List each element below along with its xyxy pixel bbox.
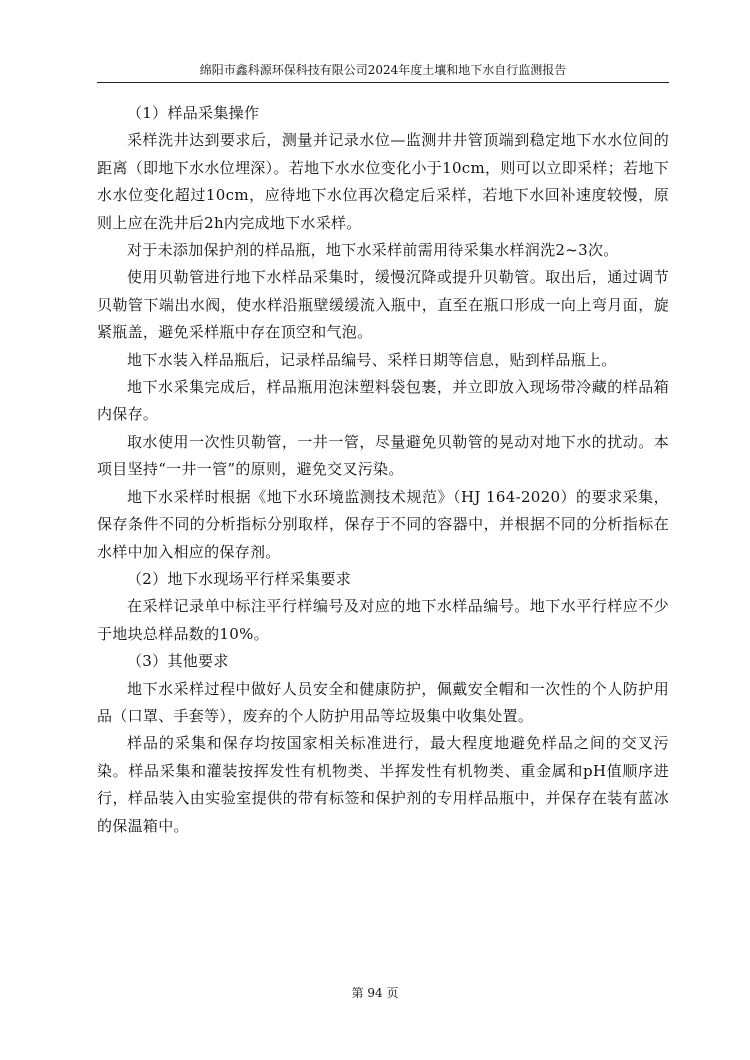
page-body <box>97 100 669 840</box>
body-paragraph: 采样洗井达到要求后，测量并记录水位—监测井井管顶端到稳定地下水水位间的距离（即地下水水位埋深）。若地下水水位变化小于10cm，则可以立即采样；若地下水水位变化超过10cm，应待地下水位再次稳定后采样，若地下水回补速度较慢，原则上应在洗井后2h内完成地下水采样。 <box>97 131 669 232</box>
body-paragraph: 对于未添加保护剂的样品瓶，地下水采样前需用待采集水样润洗2~3次。 <box>127 241 619 260</box>
body-paragraph: 在采样记录单中标注平行样编号及对应的地下水样品编号。地下水平行样应不少于地块总样品数的10%。 <box>97 597 669 643</box>
page-header <box>97 62 669 83</box>
section-heading-other-requirements: （3）其他要求 <box>127 652 229 671</box>
body-paragraph: 使用贝勒管进行地下水样品采集时，缓慢沉降或提升贝勒管。取出后，通过调节贝勒管下端出水阀，使水样沿瓶壁缓缓流入瓶中，直至在瓶口形成一向上弯月面，旋紧瓶盖，避免采样瓶中存在顶空和气泡。 <box>97 268 669 342</box>
body-paragraph: 地下水采样过程中做好人员安全和健康防护，佩戴安全帽和一次性的个人防护用品（口罩、手套等），废弃的个人防护用品等垃圾集中收集处置。 <box>97 679 669 725</box>
page-number: 第 94 页 <box>351 986 399 1000</box>
body-paragraph: 地下水采样时根据《地下水环境监测技术规范》（HJ 164-2020）的要求采集，保存条件不同的分析指标分别取样，保存于不同的容器中，并根据不同的分析指标在水样中加入相应的保存剂。 <box>97 487 669 561</box>
section-heading-parallel-samples: （2）地下水现场平行样采集要求 <box>127 569 352 588</box>
section-heading-sample-collection: （1）样品采集操作 <box>127 104 260 122</box>
page-footer <box>0 985 750 1001</box>
body-paragraph: 取水使用一次性贝勒管，一井一管，尽量避免贝勒管的晃动对地下水的扰动。本项目坚持“一井一管”的原则，避免交叉污染。 <box>97 432 669 479</box>
body-paragraph: 地下水装入样品瓶后，记录样品编号、采样日期等信息，贴到样品瓶上。 <box>127 350 617 369</box>
body-paragraph: 样品的采集和保存均按国家相关标准进行，最大程度地避免样品之间的交叉污染。样品采集和灌装按挥发性有机物类、半挥发性有机物类、重金属和pH值顺序进行，样品装入由实验室提供的带有标签和保护剂的专用样品瓶中，并保存在装有蓝冰的保温箱中。 <box>97 734 669 835</box>
header-title: 绵阳市鑫科源环保科技有限公司2024年度土壤和地下水自行监测报告 <box>199 63 567 77</box>
body-paragraph: 地下水采集完成后，样品瓶用泡沫塑料袋包裹，并立即放入现场带冷藏的样品箱内保存。 <box>97 378 669 424</box>
